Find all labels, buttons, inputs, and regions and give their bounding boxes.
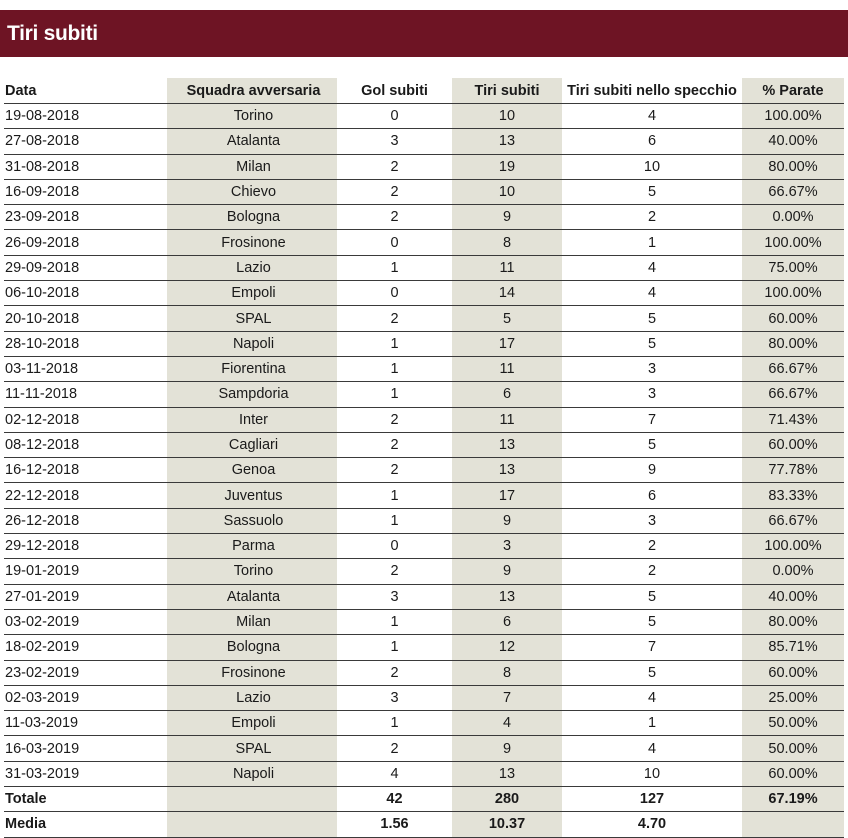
cell-data: 08-12-2018 (4, 432, 167, 457)
cell-parate: 77.78% (742, 458, 844, 483)
total-row (4, 787, 844, 812)
cell-parate: 60.00% (742, 306, 844, 331)
header-row (4, 78, 844, 104)
cell-tiri: 6 (452, 609, 562, 634)
cell-team: Atalanta (167, 584, 337, 609)
cell-tiri: 9 (452, 205, 562, 230)
cell-specchio: 5 (562, 331, 742, 356)
cell-data: 11-03-2019 (4, 711, 167, 736)
header-tiri: Tiri subiti (452, 78, 562, 104)
cell-parate: 100.00% (742, 230, 844, 255)
cell-specchio: 1 (562, 711, 742, 736)
average-row (4, 812, 844, 837)
cell-tiri: 10 (452, 179, 562, 204)
cell-gol: 2 (337, 407, 452, 432)
cell-team (167, 787, 337, 812)
cell-team: Inter (167, 407, 337, 432)
cell-tiri: 9 (452, 736, 562, 761)
cell-gol: 0 (337, 230, 452, 255)
cell-gol: 1 (337, 635, 452, 660)
cell-data: 31-08-2018 (4, 154, 167, 179)
cell-data: 19-08-2018 (4, 104, 167, 129)
cell-data: 22-12-2018 (4, 483, 167, 508)
cell-specchio: 4.70 (562, 812, 742, 837)
cell-gol: 2 (337, 306, 452, 331)
cell-gol: 1 (337, 382, 452, 407)
cell-tiri: 10 (452, 104, 562, 129)
cell-parate: 83.33% (742, 483, 844, 508)
cell-parate: 60.00% (742, 660, 844, 685)
cell-tiri: 17 (452, 331, 562, 356)
cell-tiri: 8 (452, 230, 562, 255)
cell-parate: 60.00% (742, 432, 844, 457)
cell-data: 26-12-2018 (4, 508, 167, 533)
cell-specchio: 7 (562, 635, 742, 660)
cell-gol: 2 (337, 205, 452, 230)
table-row (4, 660, 844, 685)
cell-data: 02-03-2019 (4, 685, 167, 710)
cell-specchio: 2 (562, 205, 742, 230)
cell-team: Cagliari (167, 432, 337, 457)
cell-tiri: 6 (452, 382, 562, 407)
cell-team: Juventus (167, 483, 337, 508)
cell-tiri: 5 (452, 306, 562, 331)
cell-team: Milan (167, 609, 337, 634)
cell-specchio: 5 (562, 179, 742, 204)
header-parate: % Parate (742, 78, 844, 104)
cell-parate: 75.00% (742, 255, 844, 280)
cell-parate: 50.00% (742, 736, 844, 761)
header-data: Data (4, 78, 167, 104)
cell-specchio: 1 (562, 230, 742, 255)
cell-gol: 0 (337, 281, 452, 306)
cell-gol: 2 (337, 458, 452, 483)
cell-specchio: 6 (562, 129, 742, 154)
cell-tiri: 13 (452, 761, 562, 786)
cell-data: 03-11-2018 (4, 356, 167, 381)
table-row (4, 534, 844, 559)
cell-team: Fiorentina (167, 356, 337, 381)
cell-team: Torino (167, 559, 337, 584)
cell-specchio: 3 (562, 356, 742, 381)
cell-data: 18-02-2019 (4, 635, 167, 660)
cell-parate: 67.19% (742, 787, 844, 812)
cell-parate: 66.67% (742, 179, 844, 204)
cell-parate: 100.00% (742, 534, 844, 559)
cell-data: 23-09-2018 (4, 205, 167, 230)
cell-tiri: 4 (452, 711, 562, 736)
page-title: Tiri subiti (7, 21, 98, 45)
cell-data: 27-01-2019 (4, 584, 167, 609)
cell-gol: 1 (337, 331, 452, 356)
cell-tiri: 8 (452, 660, 562, 685)
cell-parate: 0.00% (742, 205, 844, 230)
table-row (4, 761, 844, 786)
cell-parate: 85.71% (742, 635, 844, 660)
cell-parate (742, 812, 844, 837)
cell-tiri: 280 (452, 787, 562, 812)
cell-gol: 1 (337, 356, 452, 381)
cell-specchio: 4 (562, 281, 742, 306)
cell-tiri: 11 (452, 356, 562, 381)
cell-data: 27-08-2018 (4, 129, 167, 154)
cell-team: Bologna (167, 205, 337, 230)
table-row (4, 432, 844, 457)
table-row (4, 458, 844, 483)
cell-team: SPAL (167, 306, 337, 331)
cell-gol: 42 (337, 787, 452, 812)
cell-specchio: 7 (562, 407, 742, 432)
table-row (4, 483, 844, 508)
cell-team: Frosinone (167, 230, 337, 255)
cell-gol: 1.56 (337, 812, 452, 837)
cell-tiri: 13 (452, 584, 562, 609)
cell-gol: 3 (337, 129, 452, 154)
cell-tiri: 19 (452, 154, 562, 179)
cell-data: 02-12-2018 (4, 407, 167, 432)
cell-data: 16-12-2018 (4, 458, 167, 483)
cell-parate: 80.00% (742, 154, 844, 179)
table-row (4, 154, 844, 179)
cell-specchio: 2 (562, 534, 742, 559)
table-body (4, 104, 844, 838)
cell-parate: 40.00% (742, 584, 844, 609)
table-row (4, 104, 844, 129)
cell-team: Empoli (167, 281, 337, 306)
cell-team: Empoli (167, 711, 337, 736)
header-specchio: Tiri subiti nello specchio (562, 78, 742, 104)
cell-tiri: 3 (452, 534, 562, 559)
cell-tiri: 7 (452, 685, 562, 710)
cell-team: Chievo (167, 179, 337, 204)
cell-data: 16-09-2018 (4, 179, 167, 204)
cell-team: Lazio (167, 255, 337, 280)
cell-team: Genoa (167, 458, 337, 483)
cell-team: Napoli (167, 331, 337, 356)
cell-specchio: 5 (562, 609, 742, 634)
cell-gol: 2 (337, 432, 452, 457)
table-row (4, 129, 844, 154)
cell-gol: 1 (337, 609, 452, 634)
cell-specchio: 4 (562, 255, 742, 280)
cell-gol: 3 (337, 685, 452, 710)
cell-tiri: 14 (452, 281, 562, 306)
cell-tiri: 9 (452, 508, 562, 533)
cell-team: Sassuolo (167, 508, 337, 533)
cell-gol: 2 (337, 179, 452, 204)
cell-specchio: 3 (562, 508, 742, 533)
cell-parate: 66.67% (742, 382, 844, 407)
table-row (4, 255, 844, 280)
cell-specchio: 4 (562, 685, 742, 710)
cell-data: 03-02-2019 (4, 609, 167, 634)
cell-gol: 3 (337, 584, 452, 609)
cell-team: Napoli (167, 761, 337, 786)
cell-parate: 25.00% (742, 685, 844, 710)
table-row (4, 382, 844, 407)
table-row (4, 281, 844, 306)
table-row (4, 205, 844, 230)
table-row (4, 508, 844, 533)
cell-gol: 0 (337, 534, 452, 559)
cell-gol: 2 (337, 154, 452, 179)
cell-gol: 2 (337, 559, 452, 584)
cell-parate: 60.00% (742, 761, 844, 786)
cell-parate: 0.00% (742, 559, 844, 584)
title-bar (0, 10, 848, 57)
cell-tiri: 11 (452, 407, 562, 432)
cell-specchio: 10 (562, 154, 742, 179)
cell-gol: 1 (337, 255, 452, 280)
table-row (4, 711, 844, 736)
table-row (4, 230, 844, 255)
cell-data: 31-03-2019 (4, 761, 167, 786)
cell-parate: 100.00% (742, 281, 844, 306)
cell-tiri: 13 (452, 432, 562, 457)
table-row (4, 736, 844, 761)
cell-gol: 0 (337, 104, 452, 129)
cell-team: Sampdoria (167, 382, 337, 407)
header-squadra: Squadra avversaria (167, 78, 337, 104)
cell-data: 19-01-2019 (4, 559, 167, 584)
cell-gol: 1 (337, 483, 452, 508)
cell-data: 06-10-2018 (4, 281, 167, 306)
cell-data: 29-12-2018 (4, 534, 167, 559)
cell-parate: 50.00% (742, 711, 844, 736)
table-row (4, 685, 844, 710)
table-row (4, 609, 844, 634)
cell-data: 29-09-2018 (4, 255, 167, 280)
cell-specchio: 5 (562, 306, 742, 331)
cell-team: SPAL (167, 736, 337, 761)
cell-team: Torino (167, 104, 337, 129)
cell-specchio: 5 (562, 432, 742, 457)
summary-label: Totale (4, 787, 167, 812)
cell-tiri: 13 (452, 129, 562, 154)
stats-table (4, 78, 844, 838)
cell-data: 23-02-2019 (4, 660, 167, 685)
cell-tiri: 10.37 (452, 812, 562, 837)
cell-gol: 2 (337, 660, 452, 685)
cell-gol: 1 (337, 508, 452, 533)
cell-data: 16-03-2019 (4, 736, 167, 761)
cell-tiri: 17 (452, 483, 562, 508)
table-row (4, 306, 844, 331)
cell-parate: 66.67% (742, 356, 844, 381)
cell-tiri: 12 (452, 635, 562, 660)
cell-data: 11-11-2018 (4, 382, 167, 407)
table-row (4, 331, 844, 356)
table-row (4, 584, 844, 609)
cell-parate: 40.00% (742, 129, 844, 154)
cell-specchio: 5 (562, 584, 742, 609)
cell-team: Lazio (167, 685, 337, 710)
cell-specchio: 9 (562, 458, 742, 483)
cell-parate: 80.00% (742, 331, 844, 356)
table-row (4, 559, 844, 584)
cell-specchio: 4 (562, 736, 742, 761)
cell-specchio: 4 (562, 104, 742, 129)
cell-specchio: 2 (562, 559, 742, 584)
cell-gol: 1 (337, 711, 452, 736)
header-gol: Gol subiti (337, 78, 452, 104)
cell-team: Parma (167, 534, 337, 559)
cell-data: 28-10-2018 (4, 331, 167, 356)
cell-specchio: 3 (562, 382, 742, 407)
cell-specchio: 127 (562, 787, 742, 812)
cell-data: 26-09-2018 (4, 230, 167, 255)
cell-parate: 71.43% (742, 407, 844, 432)
cell-team: Bologna (167, 635, 337, 660)
cell-tiri: 13 (452, 458, 562, 483)
cell-tiri: 9 (452, 559, 562, 584)
table-row (4, 635, 844, 660)
table-row (4, 179, 844, 204)
cell-parate: 100.00% (742, 104, 844, 129)
cell-gol: 4 (337, 761, 452, 786)
cell-specchio: 10 (562, 761, 742, 786)
table-row (4, 407, 844, 432)
cell-specchio: 5 (562, 660, 742, 685)
cell-team: Atalanta (167, 129, 337, 154)
cell-gol: 2 (337, 736, 452, 761)
cell-data: 20-10-2018 (4, 306, 167, 331)
cell-team: Frosinone (167, 660, 337, 685)
table-row (4, 356, 844, 381)
cell-parate: 66.67% (742, 508, 844, 533)
cell-team (167, 812, 337, 837)
cell-parate: 80.00% (742, 609, 844, 634)
cell-tiri: 11 (452, 255, 562, 280)
cell-team: Milan (167, 154, 337, 179)
summary-label: Media (4, 812, 167, 837)
cell-specchio: 6 (562, 483, 742, 508)
